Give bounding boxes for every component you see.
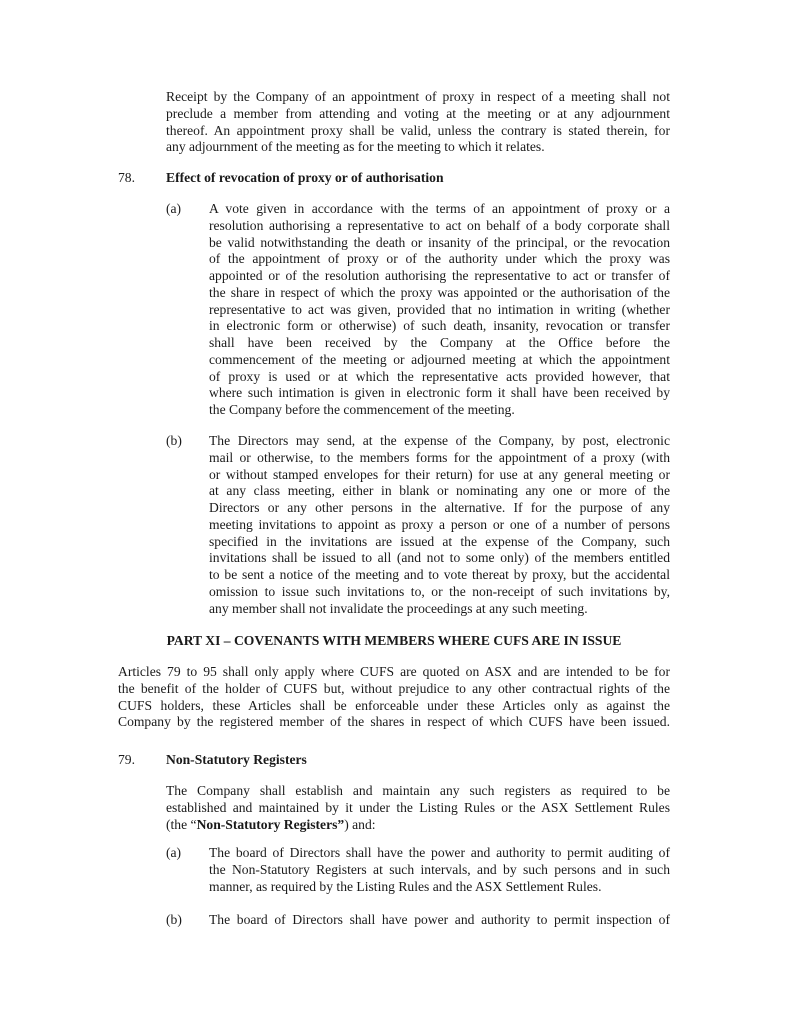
text-line: thereof. An appointment proxy shall be valid, unless the contrary is stated therein, for bbox=[166, 122, 670, 138]
article-79-number: 79. bbox=[118, 752, 135, 767]
part-xi-heading: PART XI – COVENANTS WITH MEMBERS WHERE CUFS ARE IN ISSUE bbox=[166, 633, 622, 648]
text-line: Company by the registered member of the shares in respect of which CUFS have been issued. bbox=[118, 714, 670, 730]
defined-term: Non-Statutory Registers” bbox=[196, 816, 345, 832]
text-line: The Directors may send, at the expense of the Company, by post, electronic bbox=[209, 433, 670, 448]
article-78-number: 78. bbox=[118, 170, 135, 185]
text-line: manner, as required by the Listing Rules and the ASX Settlement Rules. bbox=[209, 878, 602, 894]
text-line: specified in the invitations are issued at the expense of the Company, such bbox=[209, 533, 670, 549]
article-79-title: Non-Statutory Registers bbox=[166, 752, 307, 767]
text-line: of the appointment of proxy or of the authority under which the proxy was bbox=[209, 251, 670, 267]
article-79-intro bbox=[166, 783, 670, 833]
text-line: mail or otherwise, to the members forms for the appointment of a proxy (with bbox=[209, 449, 670, 465]
text-line: preclude a member from attending and voting at the meeting or at any adjournment bbox=[166, 105, 670, 121]
text-line: commencement of the meeting or adjourned meeting at which the appointment bbox=[209, 351, 670, 367]
text-prefix: (the “ bbox=[166, 816, 197, 832]
text-line: appointed or of the resolution authorising the representative to act or transfer of bbox=[209, 268, 670, 283]
intro-paragraph bbox=[166, 89, 670, 156]
text-suffix: ) and: bbox=[344, 816, 376, 832]
clause-79b-label: (b) bbox=[166, 912, 182, 927]
text-line: in electronic form or otherwise) of such death, insanity, revocation or transfer bbox=[209, 318, 670, 334]
text-line: Directors or any other persons in the alternative. If for the purpose of any bbox=[209, 500, 670, 515]
text-line: Receipt by the Company of an appointment of proxy in respect of a meeting shall not bbox=[166, 89, 670, 104]
text-line: A vote given in accordance with the terms of an appointment of proxy or a bbox=[209, 201, 670, 216]
article-78-title: Effect of revocation of proxy or of authorisation bbox=[166, 170, 444, 185]
text-line: the Company before the commencement of the meeting. bbox=[209, 402, 515, 417]
text-line: the Non-Statutory Registers at such intervals, and by such persons and in such bbox=[209, 861, 670, 877]
text-line: CUFS holders, these Articles shall be enforceable under these Articles only as against the bbox=[118, 697, 670, 713]
clause-78b-label: (b) bbox=[166, 433, 182, 448]
text-line: be valid notwithstanding the death or insanity of the principal, or the revocation bbox=[209, 234, 670, 250]
text-line: representative to act was given, provided that no intimation in writing (whether bbox=[209, 301, 670, 317]
text-line: the share in respect of which the proxy was appointed or the authorisation of the bbox=[209, 284, 670, 300]
text-line: The board of Directors shall have the power and authority to permit auditing of bbox=[209, 845, 670, 860]
clause-79a-text bbox=[209, 845, 670, 895]
text-line: The Company shall establish and maintain any such registers as required to be bbox=[166, 783, 670, 798]
text-line: where such intimation is given in electronic form it shall have been received by bbox=[209, 385, 670, 401]
text-line: invitations shall be issued to all (and not to some only) of the members entitled bbox=[209, 550, 670, 566]
text-line: any member shall not invalidate the proceedings at any such meeting. bbox=[209, 600, 588, 616]
text-line: any adjournment of the meeting as for the meeting to which it relates. bbox=[166, 139, 545, 155]
text-line: The board of Directors shall have power and authority to permit inspection of bbox=[209, 912, 670, 927]
text-line: of proxy is used or at which the representative acts provided however, that bbox=[209, 368, 670, 384]
text-line: or without stamped envelopes for their return) for use at any general meeting or bbox=[209, 466, 670, 482]
clause-79a-label: (a) bbox=[166, 845, 182, 860]
text-line: to be sent a notice of the meeting and to vote thereat by proxy, but the accidental bbox=[209, 567, 670, 582]
text-line: established and maintained by it under the Listing Rules or the ASX Settlement Rules bbox=[166, 799, 670, 815]
text-line: Articles 79 to 95 shall only apply where CUFS are quoted on ASX and are intended to be for bbox=[118, 664, 670, 679]
text-line: at any class meeting, either in blank or nominating any one or more of the bbox=[209, 483, 670, 499]
text-line: the benefit of the holder of CUFS but, without prejudice to any other contractual rights of the bbox=[118, 680, 670, 696]
text-line: shall have been received by the Company at the Office before the bbox=[209, 335, 670, 350]
clause-78b-text bbox=[209, 433, 670, 617]
clause-78a-text bbox=[209, 201, 670, 419]
clause-78a-label: (a) bbox=[166, 201, 182, 216]
text-line: meeting invitations to appoint as proxy a person or one of a number of persons bbox=[209, 516, 670, 532]
text-line: omission to issue such invitations to, or the non-receipt of such invitations by, bbox=[209, 583, 670, 599]
clause-79b-text bbox=[209, 912, 670, 929]
text-line: resolution authorising a representative to act on behalf of a body corporate shall bbox=[209, 217, 670, 233]
part-xi-paragraph bbox=[118, 664, 670, 731]
text-line bbox=[166, 817, 670, 834]
